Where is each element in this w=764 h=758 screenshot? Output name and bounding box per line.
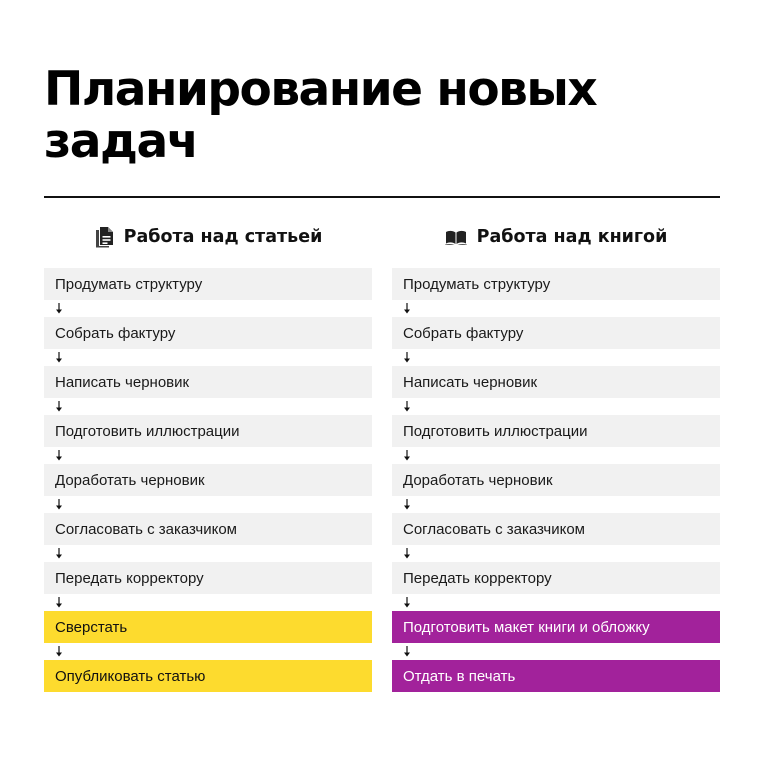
down-arrow-icon xyxy=(392,643,720,660)
step-box: Собрать фактуру xyxy=(392,317,720,349)
down-arrow-icon xyxy=(392,545,720,562)
step-box: Написать черновик xyxy=(44,366,372,398)
step-box: Передать корректору xyxy=(392,562,720,594)
column-heading-label: Работа над статьей xyxy=(123,227,323,247)
page-title: Планирование новых задач xyxy=(44,62,597,169)
column-heading xyxy=(392,222,720,252)
step-box: Согласовать с заказчиком xyxy=(392,513,720,545)
step-box: Отдать в печать xyxy=(392,660,720,692)
open-book-icon xyxy=(445,229,467,245)
step-box: Согласовать с заказчиком xyxy=(44,513,372,545)
title-divider xyxy=(44,196,720,198)
column-heading-label: Работа над книгой xyxy=(476,227,668,247)
down-arrow-icon xyxy=(44,349,372,366)
book-steps xyxy=(392,268,720,692)
step-box: Подготовить иллюстрации xyxy=(44,415,372,447)
down-arrow-icon xyxy=(392,447,720,464)
down-arrow-icon xyxy=(44,398,372,415)
down-arrow-icon xyxy=(392,300,720,317)
down-arrow-icon xyxy=(392,594,720,611)
book-column xyxy=(392,222,720,692)
step-box: Опубликовать статью xyxy=(44,660,372,692)
step-box: Написать черновик xyxy=(392,366,720,398)
step-box: Подготовить иллюстрации xyxy=(392,415,720,447)
down-arrow-icon xyxy=(392,398,720,415)
down-arrow-icon xyxy=(44,643,372,660)
step-box: Доработать черновик xyxy=(392,464,720,496)
step-box: Продумать структуру xyxy=(44,268,372,300)
down-arrow-icon xyxy=(44,594,372,611)
article-steps xyxy=(44,268,372,692)
down-arrow-icon xyxy=(44,496,372,513)
step-box: Собрать фактуру xyxy=(44,317,372,349)
step-box: Продумать структуру xyxy=(392,268,720,300)
step-box: Сверстать xyxy=(44,611,372,643)
down-arrow-icon xyxy=(44,447,372,464)
down-arrow-icon xyxy=(44,545,372,562)
down-arrow-icon xyxy=(44,300,372,317)
down-arrow-icon xyxy=(392,496,720,513)
document-icon xyxy=(94,226,114,248)
step-box: Передать корректору xyxy=(44,562,372,594)
column-heading xyxy=(44,222,372,252)
step-box: Подготовить макет книги и обложку xyxy=(392,611,720,643)
article-column xyxy=(44,222,372,692)
step-box: Доработать черновик xyxy=(44,464,372,496)
down-arrow-icon xyxy=(392,349,720,366)
